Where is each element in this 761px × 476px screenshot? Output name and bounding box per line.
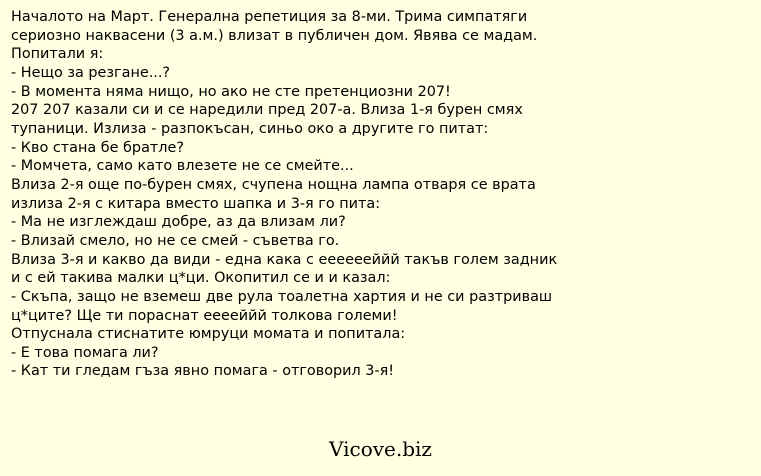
- joke-line: - Скъпа, защо не вземеш две рула тоалетна хартия и не си разтриваш: [11, 288, 553, 305]
- joke-line: и с ей такива малки ц*ци. Окопитил се и и казал:: [11, 270, 391, 287]
- joke-line: тупаници. Излиза - разпокъсан, синьо око а другите го питат:: [11, 120, 489, 137]
- joke-line: - Ма не изглеждаш добре, аз да влизам ли?: [11, 214, 346, 231]
- joke-text: [11, 8, 756, 381]
- joke-line: Отпуснала стиснатите юмруци момата и попитала:: [11, 326, 406, 343]
- joke-line: 207 207 казали си и се наредили пред 207-а. Влиза 1-я бурен смях: [11, 102, 523, 119]
- joke-line: ц*ците? Ще ти пораснат ееееййй толкова големи!: [11, 307, 398, 324]
- joke-line: Влиза 3-я и какво да види - една кака с ееееееййй такъв голем задник: [11, 251, 558, 268]
- joke-line: - Кат ти гледам гъза явно помага - отговорил 3-я!: [11, 363, 395, 380]
- joke-line: сериозно наквасени (3 а.м.) влизат в публичен дом. Явява се мадам.: [11, 27, 538, 44]
- joke-line: - В момента няма нищо, но ако не сте претенциозни 207!: [11, 83, 451, 100]
- joke-line: - Кво стана бе братле?: [11, 139, 184, 156]
- joke-line: - Е това помага ли?: [11, 344, 159, 361]
- joke-line: Попитали я:: [11, 46, 104, 63]
- joke-line: - Нещо за резгане...?: [11, 64, 171, 81]
- joke-line: - Влизай смело, но не се смей - съветва го.: [11, 232, 340, 249]
- joke-line: Влиза 2-я още по-бурен смях, счупена нощна лампа отваря се врата: [11, 176, 536, 193]
- joke-line: излиза 2-я с китара вместо шапка и 3-я го пита:: [11, 195, 381, 212]
- joke-line: - Момчета, само като влезете не се смейте...: [11, 158, 354, 175]
- joke-line: Началото на Март. Генерална репетиция за 8-ми. Трима симпатяги: [11, 9, 528, 25]
- site-watermark: Vicove.biz: [329, 437, 432, 461]
